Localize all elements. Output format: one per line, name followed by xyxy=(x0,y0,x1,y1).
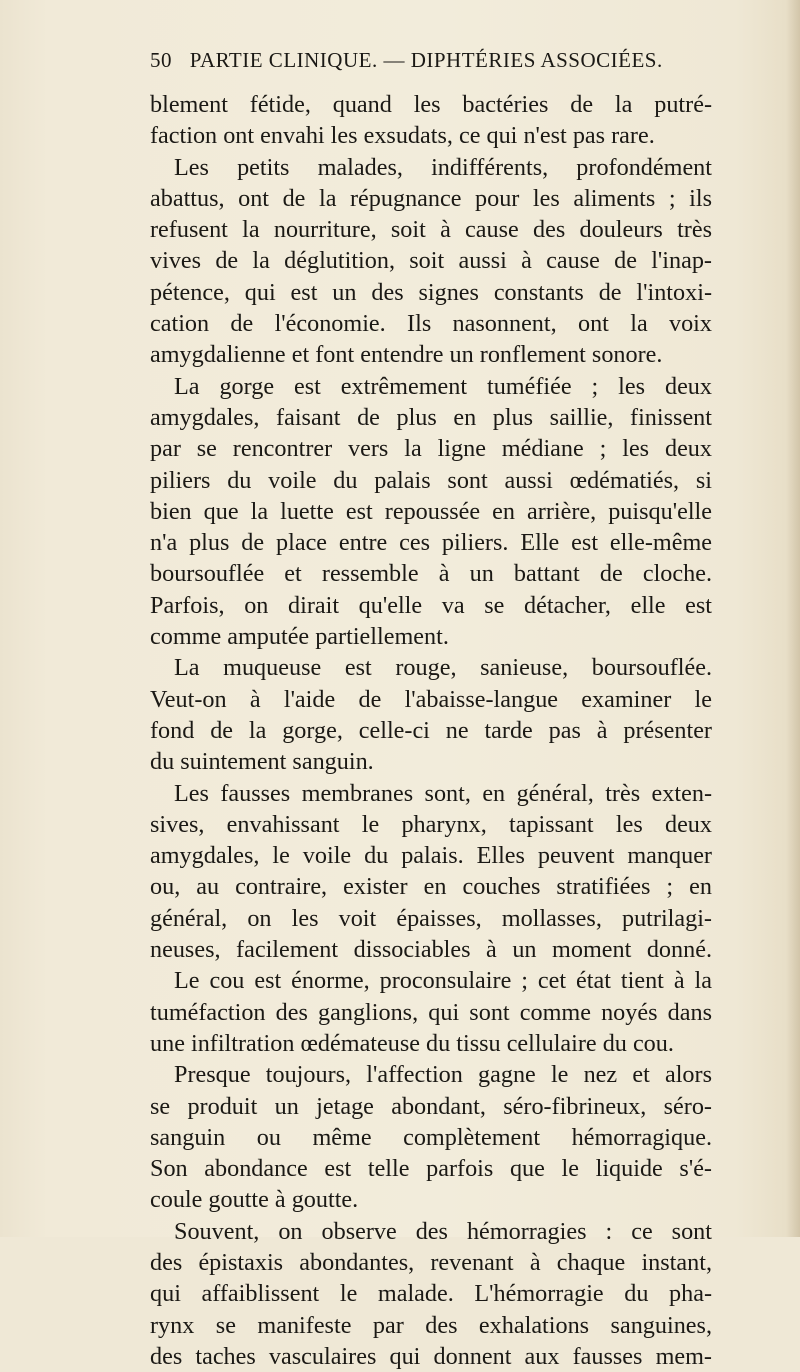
page-edge-shadow xyxy=(786,0,800,1237)
text-line: sives, envahissant le pharynx, tapissant les deux xyxy=(150,810,712,838)
text-line: qui affaiblissent le malade. L'hémorragie du pha- xyxy=(150,1280,712,1308)
text-line: pétence, qui est un des signes constants de l'intoxi- xyxy=(150,278,712,306)
text-line: des taches vasculaires qui donnent aux fausses mem- xyxy=(150,1342,712,1370)
text-line: général, on les voit épaisses, mollasses, putrilagi- xyxy=(150,904,712,932)
running-header xyxy=(150,48,710,78)
text-line: Parfois, on dirait qu'elle va se détacher, elle est xyxy=(150,591,712,619)
text-line: ou, au contraire, exister en couches stratifiées ; en xyxy=(150,873,712,901)
text-line: par se rencontrer vers la ligne médiane ; les deux xyxy=(150,435,712,463)
text-line: du suintement sanguin. xyxy=(150,748,374,776)
text-line: fond de la gorge, celle-ci ne tarde pas à présenter xyxy=(150,716,712,744)
page-number: 50 xyxy=(150,48,172,72)
text-line: boursouflée et ressemble à un battant de cloche. xyxy=(150,560,712,588)
text-line: n'a plus de place entre ces piliers. Elle est elle-même xyxy=(150,529,712,557)
body-text xyxy=(150,89,712,1372)
text-line: Veut-on à l'aide de l'abaisse-langue examiner le xyxy=(150,685,712,713)
text-line: La gorge est extrêmement tuméfiée ; les deux xyxy=(174,372,712,400)
text-line: neuses, facilement dissociables à un moment donné. xyxy=(150,936,712,964)
text-line: bien que la luette est repoussée en arrière, puisqu'elle xyxy=(150,497,712,525)
text-line: Presque toujours, l'affection gagne le nez et alors xyxy=(174,1061,712,1089)
text-line: amygdalienne et font entendre un ronflement sonore. xyxy=(150,341,663,369)
text-line: amygdales, le voile du palais. Elles peuvent manquer xyxy=(150,842,712,870)
text-line: comme amputée partiellement. xyxy=(150,623,449,651)
text-line: La muqueuse est rouge, sanieuse, boursouflée. xyxy=(174,654,712,682)
text-line: faction ont envahi les exsudats, ce qui n'est pas rare. xyxy=(150,122,655,150)
running-title: PARTIE CLINIQUE. — DIPHTÉRIES ASSOCIÉES. xyxy=(189,48,663,72)
text-line: tuméfaction des ganglions, qui sont comme noyés dans xyxy=(150,998,712,1026)
text-line: abattus, ont de la répugnance pour les aliments ; ils xyxy=(150,184,712,212)
text-line: vives de la déglutition, soit aussi à cause de l'inap- xyxy=(150,247,712,275)
text-line: sanguin ou même complètement hémorragique. xyxy=(150,1123,712,1151)
text-line: refusent la nourriture, soit à cause des douleurs très xyxy=(150,216,712,244)
text-line: Souvent, on observe des hémorragies : ce sont xyxy=(174,1217,712,1245)
text-line: se produit un jetage abondant, séro-fibrineux, séro- xyxy=(150,1092,712,1120)
text-line: amygdales, faisant de plus en plus saillie, finissent xyxy=(150,403,712,431)
text-line: piliers du voile du palais sont aussi œdématiés, si xyxy=(150,466,712,494)
text-line: coule goutte à goutte. xyxy=(150,1186,359,1214)
text-line: blement fétide, quand les bactéries de la putré- xyxy=(150,91,712,118)
text-line: des épistaxis abondantes, revenant à chaque instant, xyxy=(150,1248,712,1276)
text-line: rynx se manifeste par des exhalations sanguines, xyxy=(150,1311,712,1339)
text-line: Les petits malades, indifférents, profondément xyxy=(174,153,712,181)
text-line: une infiltration œdémateuse du tissu cellulaire du cou. xyxy=(150,1029,674,1057)
text-line: Les fausses membranes sont, en général, très exten- xyxy=(174,779,712,807)
text-line: Le cou est énorme, proconsulaire ; cet état tient à la xyxy=(174,967,712,995)
text-line: Son abondance est telle parfois que le liquide s'é- xyxy=(150,1155,712,1183)
text-line: cation de l'économie. Ils nasonnent, ont la voix xyxy=(150,310,712,338)
